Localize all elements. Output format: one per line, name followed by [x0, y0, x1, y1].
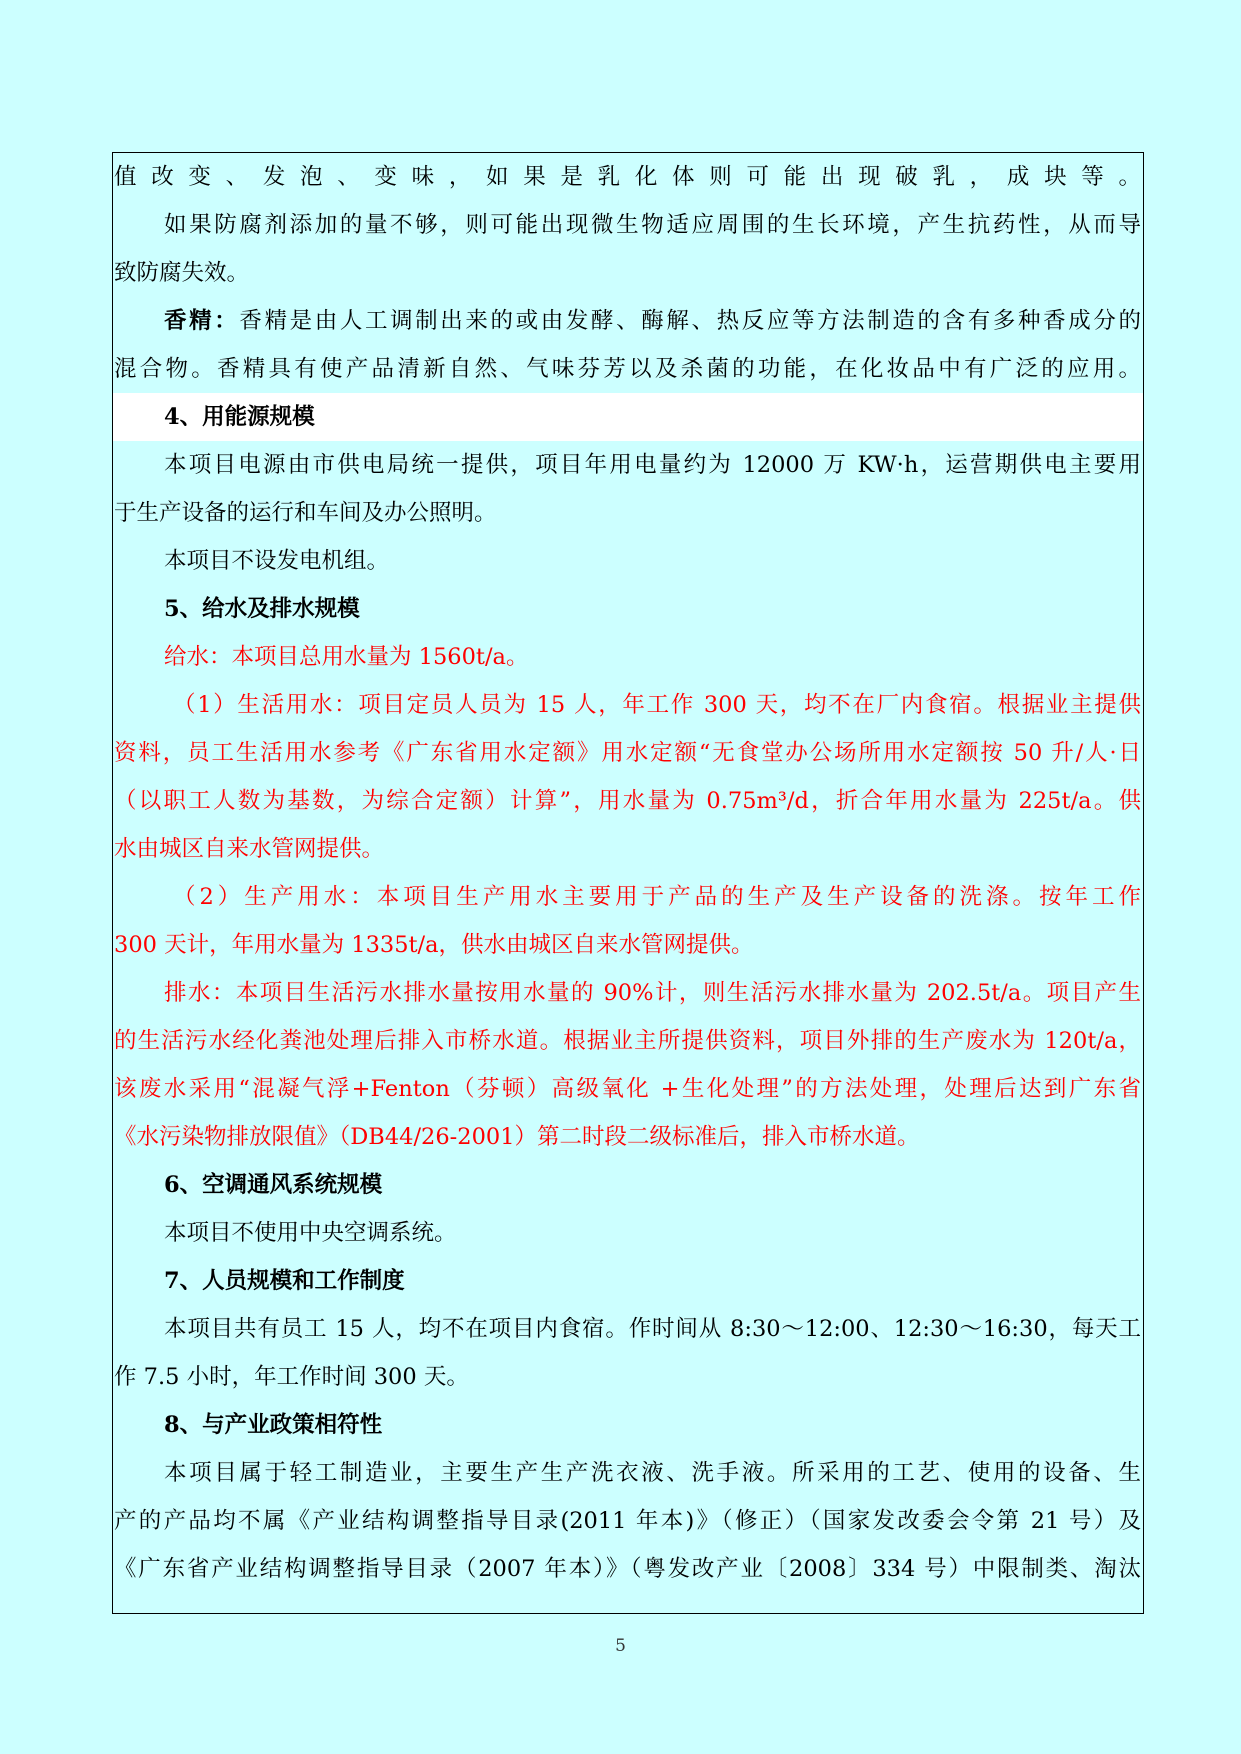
section-heading-water: 5、给水及排水规模	[164, 596, 360, 622]
text-line: 的生活污水经化粪池处理后排入市桥水道。根据业主所提供资料，项目外排的生产废水为 120t/a，	[114, 1028, 1141, 1054]
text-line: 于生产设备的运行和车间及办公照明。	[114, 500, 497, 526]
section-heading-hvac: 6、空调通风系统规模	[164, 1172, 383, 1198]
section-heading-energy: 4、用能源规模	[113, 393, 1143, 441]
text-line: （以职工人数为基数，为综合定额）计算”，用水量为 0.75m³/d，折合年用水量为 225t/a。供	[114, 788, 1141, 814]
text-line: 资料，员工生活用水参考《广东省用水定额》用水定额“无食堂办公场所用水定额按 50 升/人·日	[114, 740, 1141, 766]
text-line: 给水：本项目总用水量为 1560t/a。	[164, 644, 529, 670]
text-line: （1）生活用水：项目定员人员为 15 人，年工作 300 天，均不在厂内食宿。根据业主提供	[173, 692, 1141, 718]
text-line: 如果防腐剂添加的量不够，则可能出现微生物适应周围的生长环境，产生抗药性，从而导	[164, 212, 1141, 238]
text-line: 本项目不设发电机组。	[164, 548, 390, 574]
text-line: 混合物。香精具有使产品清新自然、气味芬芳以及杀菌的功能，在化妆品中有广泛的应用。	[114, 356, 1141, 382]
text-line: 致防腐失效。	[114, 260, 250, 286]
text-line: 300 天计，年用水量为 1335t/a，供水由城区自来水管网提供。	[114, 932, 754, 958]
text-line: 产的产品均不属《产业结构调整指导目录(2011 年本)》（修正）（国家发改委会令第 21 号）及	[114, 1508, 1141, 1534]
text-line: 本项目共有员工 15 人，均不在项目内食宿。作时间从 8:30～12:00、12:30～16:30，每天工	[164, 1316, 1141, 1342]
section-heading-staff: 7、人员规模和工作制度	[164, 1268, 405, 1294]
fragrance-paragraph	[113, 297, 1143, 345]
content-frame	[112, 152, 1144, 1614]
fragrance-label: 香精：	[164, 308, 240, 334]
text-line: （2）生产用水：本项目生产用水主要用于产品的生产及生产设备的洗涤。按年工作	[173, 884, 1141, 910]
text-line: 水由城区自来水管网提供。	[114, 836, 385, 862]
text-line: 值改变、发泡、变味，如果是乳化体则可能出现破乳，成块等。	[114, 164, 1141, 190]
text-line: 《水污染物排放限值》（DB44/26-2001）第二时段二级标准后，排入市桥水道。	[114, 1124, 920, 1150]
text-line: 本项目不使用中央空调系统。	[164, 1220, 457, 1246]
text-line: 该废水采用“混凝气浮+Fenton（芬顿）高级氧化 +生化处理”的方法处理，处理后达到广东省	[114, 1076, 1141, 1102]
text-line: 本项目属于轻工制造业，主要生产生产洗衣液、洗手液。所采用的工艺、使用的设备、生	[164, 1460, 1141, 1486]
text-line: 香精是由人工调制出来的或由发酵、酶解、热反应等方法制造的含有多种香成分的	[239, 308, 1141, 334]
text-line: 排水：本项目生活污水排水量按用水量的 90%计，则生活污水排水量为 202.5t/a。项目产生	[164, 980, 1141, 1006]
text-line: 《广东省产业结构调整指导目录（2007 年本）》（粤发改产业〔2008〕334 号）中限制类、淘汰	[114, 1556, 1141, 1582]
text-line: 本项目电源由市供电局统一提供，项目年用电量约为 12000 万 KW·h，运营期供电主要用	[164, 452, 1141, 478]
section-heading-policy: 8、与产业政策相符性	[164, 1412, 383, 1438]
text-line: 作 7.5 小时，年工作时间 300 天。	[114, 1364, 469, 1390]
page-number: 5	[615, 1636, 626, 1656]
